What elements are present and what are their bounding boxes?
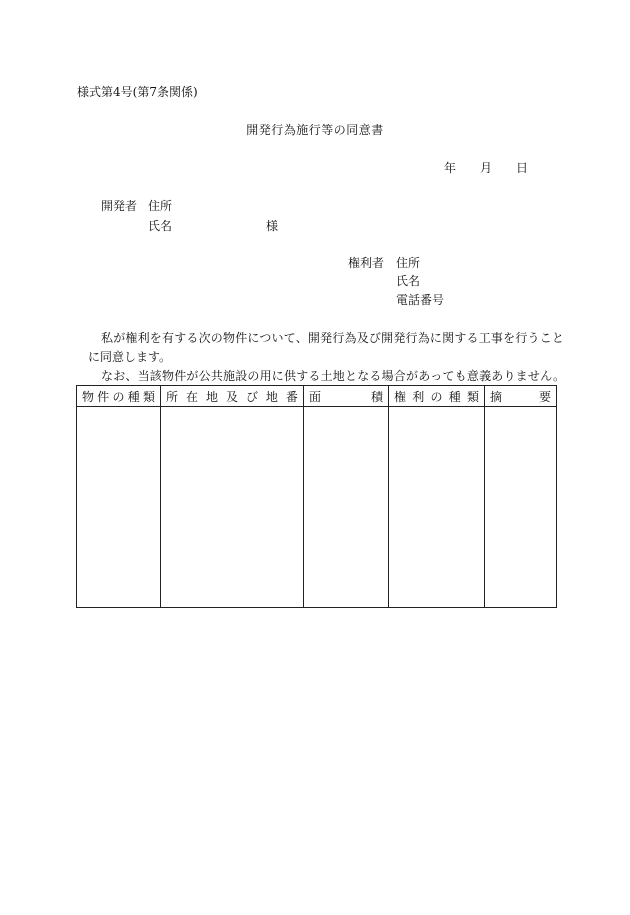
column-header-char: 要 — [538, 389, 551, 404]
column-header-char: 種 — [448, 389, 461, 404]
developer-honorific: 様 — [266, 219, 279, 233]
column-header-char: 物 — [82, 389, 95, 404]
column-header-char: 摘 — [490, 389, 503, 404]
property-table — [76, 385, 557, 608]
table-cell-location — [161, 407, 304, 608]
column-header-remarks — [485, 386, 557, 407]
date-month-label: 月 — [480, 161, 493, 175]
rights-holder-label: 権利者 — [348, 256, 385, 270]
document-title: 開発行為施行等の同意書 — [246, 123, 384, 137]
consent-text-line-3: なお、当該物件が公共施設の用に供する土地となる場合があっても意義ありません。 — [101, 369, 566, 383]
column-header-char: 種 — [127, 389, 140, 404]
column-header-char: の — [430, 389, 443, 404]
column-header-char: 所 — [166, 389, 179, 404]
column-header-char: 類 — [142, 389, 155, 404]
date-year-label: 年 — [444, 161, 457, 175]
table-cell-area — [304, 407, 389, 608]
column-header-char: 及 — [225, 389, 238, 404]
rights-holder-name-label: 氏名 — [396, 274, 421, 288]
column-header-char: 地 — [265, 389, 278, 404]
consent-text-line-2: に同意します。 — [88, 350, 172, 364]
column-header-char: 権 — [394, 389, 407, 404]
column-header-location — [161, 386, 304, 407]
table-cell-remarks — [485, 407, 557, 608]
consent-text-line-1: 私が権利を有する次の物件について、開発行為及び開発行為に関する工事を行うこと — [101, 331, 565, 345]
column-header-area — [304, 386, 389, 407]
developer-address-label: 住所 — [148, 199, 173, 213]
table-row — [77, 407, 557, 608]
developer-name-label: 氏名 — [148, 219, 173, 233]
column-header-char: び — [245, 389, 258, 404]
form-number: 様式第4号(第7条関係) — [77, 85, 198, 99]
column-header-char: 類 — [466, 389, 479, 404]
date-day-label: 日 — [516, 161, 529, 175]
developer-label: 開発者 — [101, 199, 138, 213]
table-header-row — [77, 386, 557, 407]
column-header-char: の — [112, 389, 125, 404]
column-header-char: 在 — [185, 389, 198, 404]
rights-holder-phone-label: 電話番号 — [396, 293, 445, 307]
column-header-char: 積 — [370, 389, 383, 404]
column-header-char: 件 — [97, 389, 110, 404]
column-header-char: 面 — [309, 389, 322, 404]
rights-holder-address-label: 住所 — [396, 256, 421, 270]
column-header-property-type — [77, 386, 161, 407]
table-cell-right-type — [389, 407, 485, 608]
column-header-char: 地 — [205, 389, 218, 404]
column-header-right-type — [389, 386, 485, 407]
column-header-char: 利 — [412, 389, 425, 404]
table-cell-property-type — [77, 407, 161, 608]
column-header-char: 番 — [285, 389, 298, 404]
